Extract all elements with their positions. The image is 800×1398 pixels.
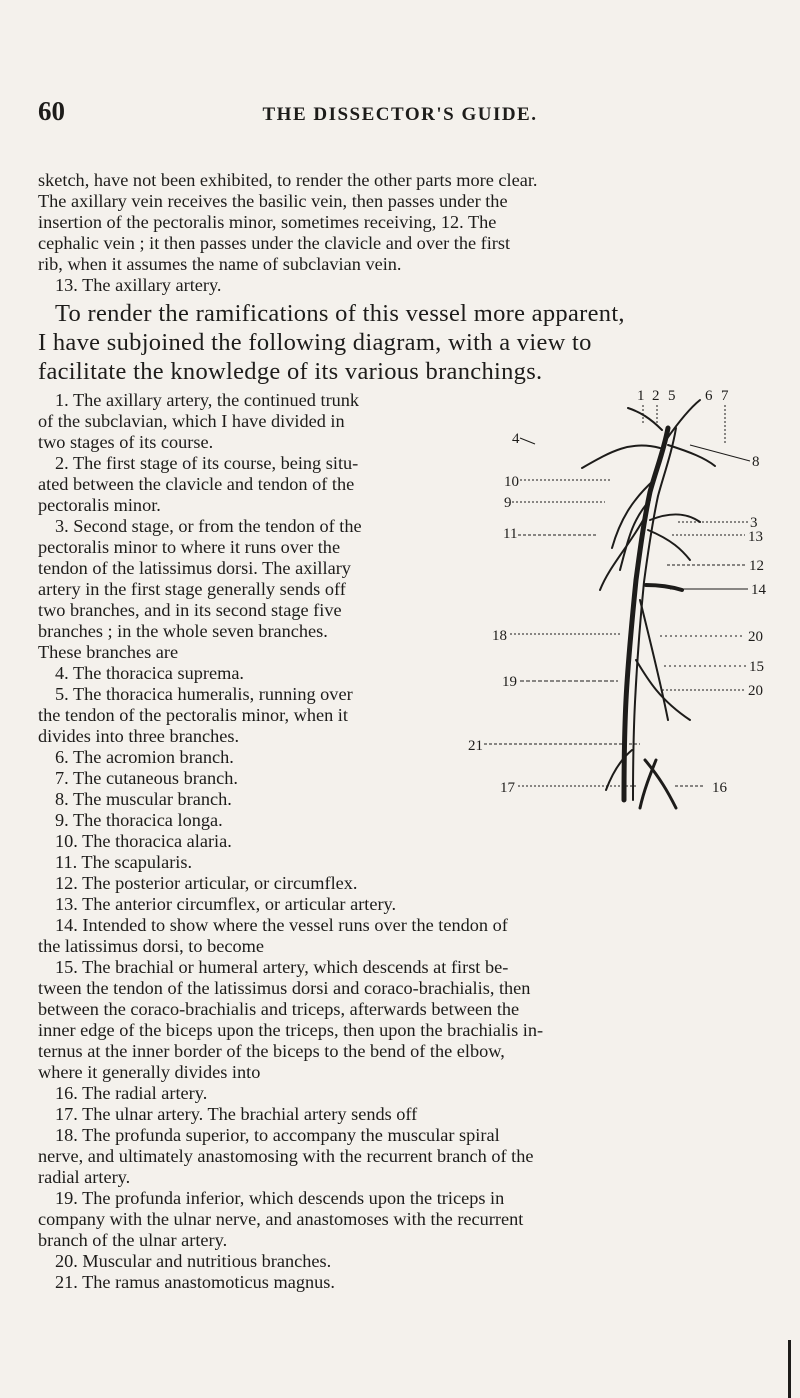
diagram-labels-right bbox=[712, 454, 767, 796]
label-3: 3 bbox=[750, 515, 758, 531]
legend-line: tendon of the latissimus dorsi. The axillary bbox=[38, 558, 351, 578]
label-9: 9 bbox=[504, 495, 512, 511]
legend-line: between the coraco-brachialis and triceps, afterwards between the bbox=[38, 999, 520, 1019]
legend-line: branches ; in the whole seven branches. bbox=[38, 621, 328, 641]
tendon-crossing bbox=[646, 585, 682, 590]
legend-line: 1. The axillary artery, the continued trunk bbox=[55, 390, 360, 410]
label-19: 19 bbox=[502, 674, 517, 690]
legend-line: 20. Muscular and nutritious branches. bbox=[55, 1251, 332, 1271]
legend-line: 2. The first stage of its course, being situ- bbox=[55, 453, 359, 473]
legend-line: 15. The brachial or humeral artery, which descends at first be- bbox=[55, 957, 509, 977]
legend-line: 11. The scapularis. bbox=[55, 852, 193, 872]
legend-line: pectoralis minor. bbox=[38, 495, 161, 515]
text-line-large: To render the ramifications of this vessel more apparent, bbox=[55, 300, 625, 327]
legend-line: 12. The posterior articular, or circumflex. bbox=[55, 873, 358, 893]
leader-line bbox=[690, 445, 750, 461]
legend-line: divides into three branches. bbox=[38, 726, 240, 746]
running-head: THE DISSECTOR'S GUIDE. bbox=[262, 104, 538, 125]
margin-rule bbox=[788, 1340, 791, 1398]
text-line: The axillary vein receives the basilic vein, then passes under the bbox=[38, 191, 508, 211]
label-10: 10 bbox=[504, 474, 519, 490]
label-1: 1 bbox=[637, 388, 645, 404]
artery-branches bbox=[582, 400, 715, 790]
text-line: sketch, have not been exhibited, to render the other parts more clear. bbox=[38, 170, 538, 190]
label-16: 16 bbox=[712, 780, 727, 796]
legend-line: 17. The ulnar artery. The brachial artery sends off bbox=[55, 1104, 418, 1124]
label-21: 21 bbox=[468, 738, 483, 754]
text-line-large: facilitate the knowledge of its various branchings. bbox=[38, 358, 543, 385]
label-14: 14 bbox=[751, 582, 766, 598]
legend-line: 19. The profunda inferior, which descends upon the triceps in bbox=[55, 1188, 505, 1208]
diagram-labels-left bbox=[468, 431, 520, 796]
label-2: 2 bbox=[652, 388, 660, 404]
label-11: 11 bbox=[503, 526, 518, 542]
legend-line: 7. The cutaneous branch. bbox=[55, 768, 238, 788]
legend-line: of the subclavian, which I have divided in bbox=[38, 411, 345, 431]
legend-line: 10. The thoracica alaria. bbox=[55, 831, 232, 851]
legend-line: ated between the clavicle and tendon of the bbox=[38, 474, 355, 494]
branch-anterior-circumflex bbox=[648, 530, 690, 560]
label-5: 5 bbox=[668, 388, 676, 404]
legend-line: 8. The muscular branch. bbox=[55, 789, 232, 809]
label-4: 4 bbox=[512, 431, 520, 447]
branch-thoracica-suprema bbox=[582, 445, 660, 468]
legend-line: two stages of its course. bbox=[38, 432, 214, 452]
label-13: 13 bbox=[748, 529, 763, 545]
text-line: 13. The axillary artery. bbox=[55, 275, 222, 295]
branch-muscular bbox=[668, 445, 715, 466]
legend-line: 18. The profunda superior, to accompany the muscular spiral bbox=[55, 1125, 500, 1145]
page-number: 60 bbox=[38, 96, 65, 126]
label-8: 8 bbox=[752, 454, 760, 470]
legend-line: where it generally divides into bbox=[38, 1062, 261, 1082]
legend-line: 13. The anterior circumflex, or articular artery. bbox=[55, 894, 397, 914]
legend-line: 21. The ramus anastomoticus magnus. bbox=[55, 1272, 335, 1292]
legend-line: ternus at the inner border of the biceps to the bend of the elbow, bbox=[38, 1041, 505, 1061]
legend-line: company with the ulnar nerve, and anastomoses with the recurrent bbox=[38, 1209, 524, 1229]
label-15: 15 bbox=[749, 659, 764, 675]
branch-profunda-superior bbox=[640, 600, 668, 720]
legend-line: inner edge of the biceps upon the triceps, then upon the brachialis in- bbox=[38, 1020, 544, 1040]
legend-line: 16. The radial artery. bbox=[55, 1083, 208, 1103]
legend-line: 9. The thoracica longa. bbox=[55, 810, 223, 830]
legend-line: the tendon of the pectoralis minor, when it bbox=[38, 705, 348, 725]
legend-line: artery in the first stage generally sends off bbox=[38, 579, 346, 599]
legend-line: 14. Intended to show where the vessel runs over the tendon of bbox=[55, 915, 508, 935]
text-line: cephalic vein ; it then passes under the clavicle and over the first bbox=[38, 233, 511, 253]
legend-line: radial artery. bbox=[38, 1167, 131, 1187]
branch-anastomoticus bbox=[606, 750, 632, 790]
legend-line: 4. The thoracica suprema. bbox=[55, 663, 244, 683]
legend-line: nerve, and ultimately anastomosing with the recurrent branch of the bbox=[38, 1146, 534, 1166]
radial-artery bbox=[645, 760, 676, 808]
leader-line bbox=[520, 438, 535, 444]
text-line: insertion of the pectoralis minor, sometimes receiving, 12. The bbox=[38, 212, 497, 232]
text-line: rib, when it assumes the name of subclavian vein. bbox=[38, 254, 402, 274]
label-18: 18 bbox=[492, 628, 507, 644]
legend-line: 3. Second stage, or from the tendon of the bbox=[55, 516, 362, 536]
legend-line: tween the tendon of the latissimus dorsi and coraco-brachialis, then bbox=[38, 978, 531, 998]
legend-line: 5. The thoracica humeralis, running over bbox=[55, 684, 353, 704]
label-17: 17 bbox=[500, 780, 515, 796]
text-line-large: I have subjoined the following diagram, with a view to bbox=[38, 329, 592, 356]
legend-line: the latissimus dorsi, to become bbox=[38, 936, 264, 956]
label-12: 12 bbox=[749, 558, 764, 574]
legend-line: branch of the ulnar artery. bbox=[38, 1230, 228, 1250]
ulnar-artery bbox=[640, 760, 656, 808]
label-20-upper: 20 bbox=[748, 629, 763, 645]
label-7: 7 bbox=[721, 388, 729, 404]
diagram-labels-top bbox=[637, 388, 729, 404]
legend-line: These branches are bbox=[38, 642, 179, 662]
branch-thoracica-humeralis bbox=[666, 400, 700, 440]
legend-line: two branches, and in its second stage five bbox=[38, 600, 342, 620]
legend-line: pectoralis minor to where it runs over the bbox=[38, 537, 341, 557]
label-6: 6 bbox=[705, 388, 713, 404]
label-20-lower: 20 bbox=[748, 683, 763, 699]
branch-posterior-circumflex bbox=[650, 514, 700, 522]
legend-line: 6. The acromion branch. bbox=[55, 747, 234, 767]
